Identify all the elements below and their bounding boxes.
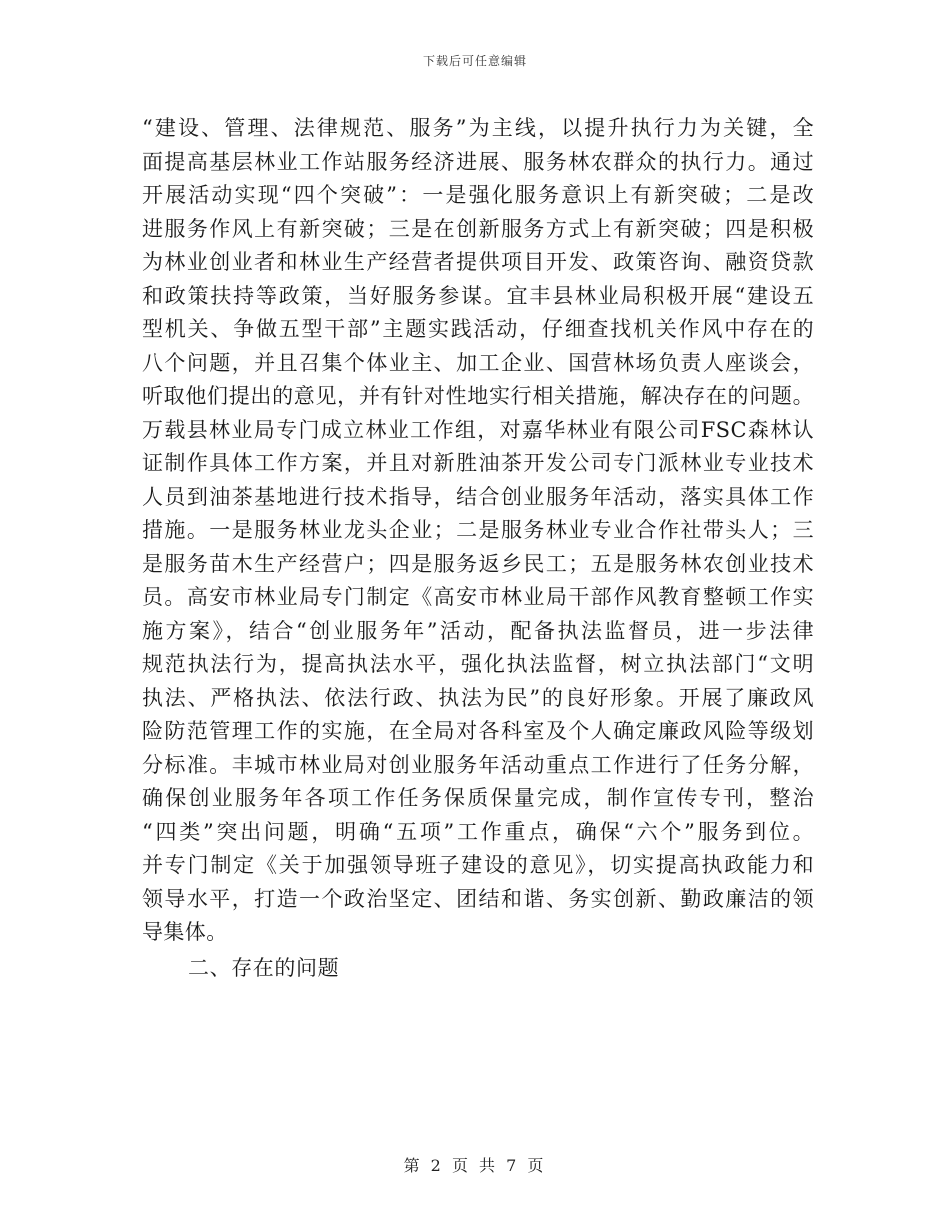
body-line: 导集体。: [142, 920, 228, 944]
section-heading: 二、存在的问题: [188, 955, 340, 980]
body-line: 和政策扶持等政策，当好服务参谋。宜丰县林业局积极开展“建设五: [142, 283, 814, 308]
body-line: 听取他们提出的意见，并有针对性地实行相关措施，解决存在的问题。: [142, 384, 814, 408]
body-line: 八个问题，并且召集个体业主、加工企业、国营林场负责人座谈会，: [142, 350, 814, 375]
body-line: 险防范管理工作的实施，在全局对各科室及个人确定廉政风险等级划: [142, 719, 814, 743]
body-line: 人员到油茶基地进行技术指导，结合创业服务年活动，落实具体工作: [142, 484, 814, 509]
body-line: 规范执法行为，提高执法水平，强化执法监督，树立执法部门“文明: [142, 652, 814, 676]
body-line: 确保创业服务年各项工作任务保质保量完成，制作宣传专刊，整治: [142, 786, 814, 810]
body-line: 开展活动实现“四个突破”：一是强化服务意识上有新突破；二是改: [142, 183, 814, 207]
body-line: “四类”突出问题，明确“五项”工作重点，确保“六个”服务到位。: [142, 819, 814, 844]
body-line: 万载县林业局专门成立林业工作组，对嘉华林业有限公司FSC森林认: [142, 417, 814, 442]
body-line: 为林业创业者和林业生产经营者提供项目开发、政策咨询、融资贷款: [142, 250, 814, 274]
body-line: 进服务作风上有新突破；三是在创新服务方式上有新突破；四是积极: [142, 216, 814, 241]
body-line: 执法、严格执法、依法行政、执法为民”的良好形象。开展了廉政风: [142, 685, 814, 710]
body-line: 面提高基层林业工作站服务经济进展、服务林农群众的执行力。通过: [142, 149, 814, 174]
body-line: 并专门制定《关于加强领导班子建设的意见》，切实提高执政能力和: [142, 853, 814, 877]
body-line: 施方案》，结合“创业服务年”活动，配备执法监督员，进一步法律: [142, 618, 814, 643]
body-line: 员。高安市林业局专门制定《高安市林业局干部作风教育整顿工作实: [142, 585, 814, 609]
body-line: 是服务苗木生产经营户；四是服务返乡民工；五是服务林农创业技术: [142, 551, 814, 576]
page-number: 第 2 页 共 7 页: [403, 1156, 547, 1175]
body-line: “建设、管理、法律规范、服务”为主线，以提升执行力为关键，全: [142, 116, 814, 140]
body-line: 证制作具体工作方案，并且对新胜油茶开发公司专门派林业专业技术: [142, 451, 814, 475]
document-body: [142, 112, 814, 985]
page-header: 下载后可任意编辑: [422, 54, 527, 68]
body-line: 型机关、争做五型干部”主题实践活动，仔细查找机关作风中存在的: [142, 317, 814, 341]
body-line: 领导水平，打造一个政治坚定、团结和谐、务实创新、勤政廉洁的领: [142, 886, 814, 911]
body-line: 措施。一是服务林业龙头企业；二是服务林业专业合作社带头人；三: [142, 518, 814, 542]
body-line: 分标准。丰城市林业局对创业服务年活动重点工作进行了任务分解，: [142, 752, 814, 777]
